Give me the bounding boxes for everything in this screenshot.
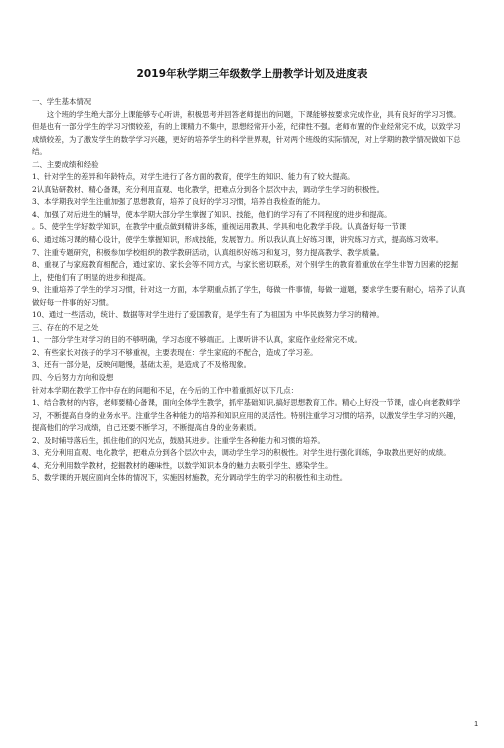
list-item: 8、重视了与家庭教育相配合，通过家访、家长会等不同方式，与家长密切联系，对个别学生的教育着重放在学生非智力因素的挖掘上，使他们有了明显的进步和提高。 [32,260,458,282]
list-item: 10、通过一些活动，统计、数据等对学生进行了爱国教育，是学生有了为祖国为 中华民族努力学习的精神。 [32,310,384,320]
paragraph-student-situation: 这个班的学生绝大部分上课能够专心听讲，积极思考并回答老师提出的问题，下课能够按要求完成作业，具有良好的学习习惯。但是也有一部分学生的学习习惯较差，有的上课精力不集中，思想经常开小差，纪律性不强。老师布置的作业经常完不成，以致学习成绩较差，为了激发学生的数学学习兴趣，更好的培养学生的科学世界观，针对两个班级的实际情况，对上学期的教学情况做如下总结。 [32,109,461,157]
list-item: 3、本学期我对学生注重加强了思想教育，培养了良好的学习习惯，培养自我检查的能力。 [32,197,325,207]
list-item: 2、及时辅导落后生，抓住他们的闪光点，鼓励其进步。注重学生各种能力和习惯的培养。 [32,435,325,445]
list-item: 2、有些家长对孩子的学习不够重视，主要表现在：学生家庭的不配合，造成了学习差。 [32,347,318,357]
list-item: 4、充分利用数学教材，挖掘教材的趣味性，以数学知识本身的魅力去吸引学生、感染学生。 [32,460,333,470]
list-item: 5、数学课的开展应面向全体的情况下，实施因材施教，充分调动学生的学习的积极性和主动性。 [32,473,348,483]
list-item: 。5、使学生学好数学知识，在教学中重点做到精讲多练，重视运用教具、学具和电化教学手段。认真备好每一节课 [32,222,407,232]
list-item: 1、针对学生的差异和年龄特点，对学生进行了各方面的教育，使学生的知识、能力有了较大提高。 [32,172,355,182]
list-item: 4、加强了对后进生的辅导，使本学期大部分学生掌握了知识、技能，他们的学习有了不同程度的进步和提高。 [32,209,392,219]
document-title: 2019年秋学期三年级数学上册教学计划及进度表 [136,68,368,80]
list-item: 6、通过练习课的精心设计，使学生掌握知识，形成技能，发展智力。所以我认真上好练习课，讲究练习方式，提高练习效率。 [32,235,444,245]
page-number: 1 [474,721,478,728]
section-heading-3: 三、存在的不足之处 [32,322,99,332]
section-heading-4: 四、今后努力方向和设想 [32,373,114,383]
list-item: 2认真钻研教材、精心备课，充分利用直观、电化教学，把难点分到各个层次中去，调动学生学习的积极性。 [32,184,385,194]
list-item: 3、充分利用直观、电化教学，把难点分到各个层次中去，调动学生学习的积极性。对学生进行强化训练，争取教出更好的成绩。 [32,448,451,458]
section-heading-2: 二、主要成绩和经验 [32,159,99,169]
list-item: 3、还有一部分是，反映问题慢，基础太差，是造成了不及格现象。 [32,360,252,370]
section-heading-1: 一、学生基本情况 [32,97,92,106]
paragraph-intro: 针对本学期在教学工作中存在的问题和不足，在今后的工作中着重抓好以下几点： [32,385,299,395]
list-item: 1、一部分学生对学习的目的不够明确，学习态度不够端正。上课听讲不认真，家庭作业经常完不成。 [32,335,362,345]
list-item: 7、注重专题研究，积极参加学校组织的教学教研活动，认真组织好练习和复习，努力提高教学、教学质量。 [32,247,385,257]
list-item: 1、结合教材的内容，老师要精心备课，面向全体学生教学，抓牢基础知识,搞好思想教育工作。精心上好没一节课，虚心向老教师学习，不断提高自身的业务水平。注重学生各种能力的培养和知识应用的灵活性。特别注重学习习惯的培养，以激发学生学习的兴趣，提高他们的学习成绩，自己还要不断学习，不断提高自身的业务素质。 [32,398,461,433]
list-item: 9、注重培养了学生的学习习惯，针对这一方面，本学期重点抓了学生，每做一件事情，每做一道题，要求学生要有耐心，培养了认真做好每一件事的好习惯。 [32,285,466,307]
document-body [32,96,467,485]
